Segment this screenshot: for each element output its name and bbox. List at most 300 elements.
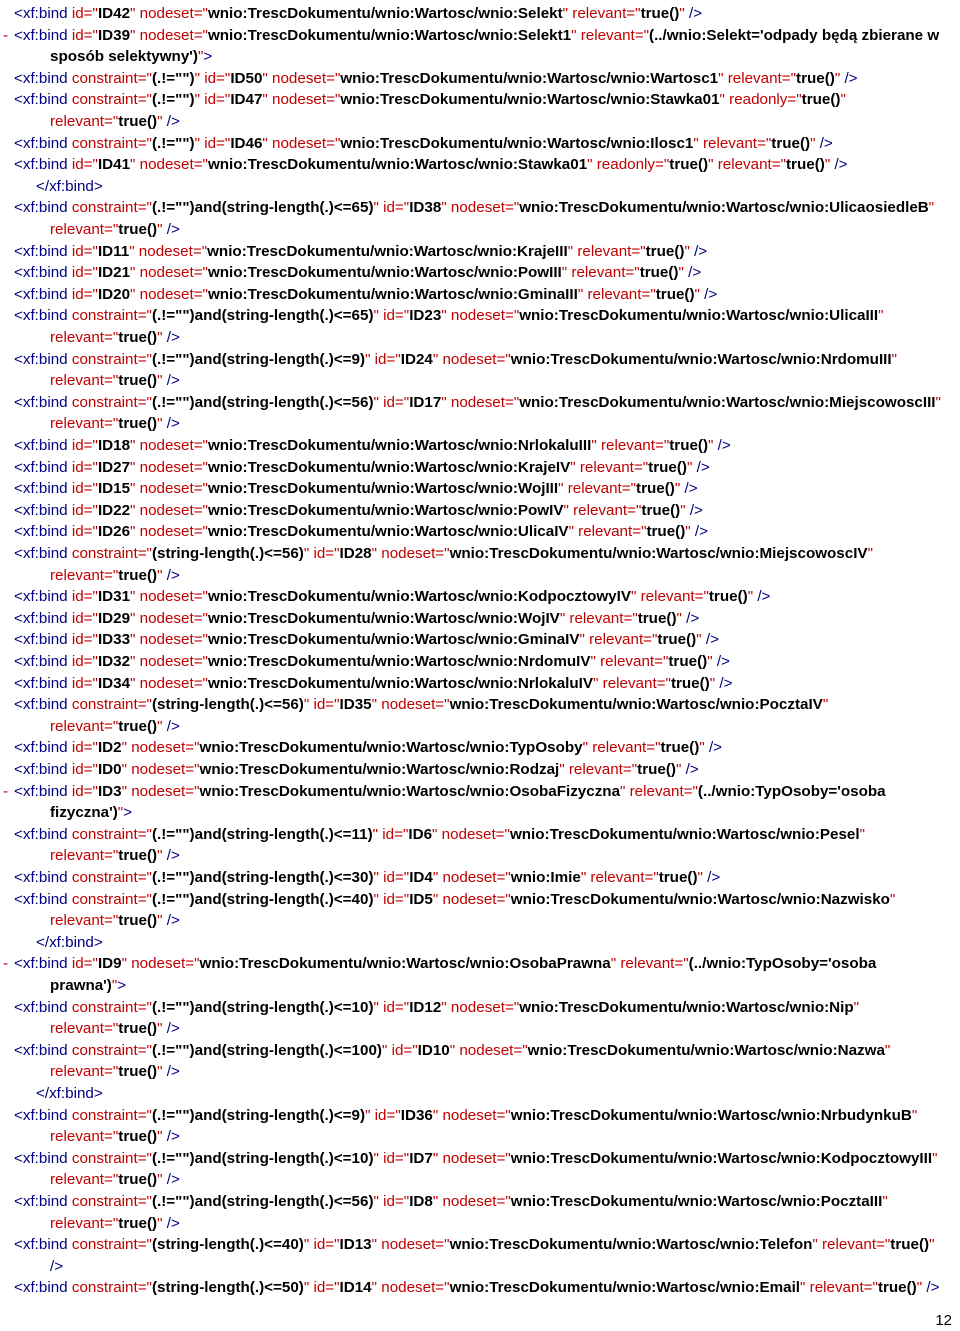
xml-attribute: " — [707, 653, 713, 670]
xml-value: (string-length(.)<=40) — [151, 1236, 304, 1254]
xml-value: (.!="")and(string-length(.)<=65) — [151, 199, 374, 217]
xml-value: wnio:TrescDokumentu/wnio:Wartosc/wnio:OsobaFizyczna — [199, 782, 621, 800]
xml-attribute: " — [935, 393, 941, 411]
xml-attribute: " nodeset=" — [121, 739, 200, 757]
collapse-marker[interactable]: - — [3, 782, 13, 800]
code-line-content — [14, 673, 732, 695]
xml-tag: <xf:bind — [14, 998, 72, 1016]
xml-attribute: " relevant=" — [577, 285, 656, 303]
xml-value: wnio:TrescDokumentu/wnio:Wartosc/wnio:NrlokaluIII — [207, 437, 592, 454]
xml-attribute: constraint=" — [71, 1106, 152, 1124]
xml-value: (.!="")and(string-length(.)<=11) — [151, 825, 373, 843]
xml-attribute: " — [928, 199, 935, 217]
xml-attribute: " nodeset=" — [130, 156, 208, 174]
xml-tag: /> — [684, 5, 703, 22]
xml-value: (string-length(.)<=56) — [151, 696, 304, 714]
xml-attribute: relevant=" — [50, 113, 119, 130]
xml-attribute: " nodeset=" — [130, 653, 208, 670]
code-line-content — [50, 565, 180, 587]
xml-value: true() — [801, 91, 841, 109]
xml-tag: /> — [683, 264, 702, 282]
xml-tag: <xf:bind — [14, 91, 72, 109]
xml-value: (.!="")and(string-length(.)<=56) — [151, 1193, 374, 1210]
xml-attribute: id=" — [71, 631, 98, 649]
xml-attribute: " — [859, 825, 865, 843]
code-line-content — [14, 889, 895, 911]
xml-attribute: " — [929, 1236, 935, 1254]
code-line-content — [14, 262, 701, 284]
xml-tag: > — [203, 48, 213, 66]
xml-value: true() — [669, 437, 709, 454]
xml-attribute: " — [911, 1106, 918, 1124]
code-line-content — [14, 1191, 888, 1213]
xml-attribute: id=" — [71, 156, 98, 174]
xml-attribute: constraint=" — [71, 199, 152, 217]
code-line-content — [50, 910, 180, 932]
xml-attribute: " — [932, 1149, 938, 1167]
xml-tag: /> — [162, 847, 180, 865]
code-line-content — [14, 241, 707, 263]
xml-value: wnio:TrescDokumentu/wnio:Wartosc/wnio:Stawka01 — [207, 156, 588, 174]
xml-attribute: " relevant=" — [593, 674, 671, 692]
xml-attribute: relevant=" — [50, 847, 119, 865]
xml-attribute: " — [157, 847, 163, 865]
xml-attribute: " — [157, 1214, 163, 1232]
xml-attribute: " nodeset=" — [262, 69, 341, 87]
xml-tag: /> — [699, 285, 718, 303]
xml-attribute: constraint=" — [71, 1279, 152, 1297]
xml-attribute: " relevant=" — [570, 458, 649, 476]
xml-attribute: id=" — [71, 285, 98, 303]
xml-value: wnio:TrescDokumentu/wnio:Wartosc/wnio:OsobaPrawna — [199, 955, 611, 973]
xml-tag: <xf:bind — [14, 890, 72, 908]
xml-attribute: id=" — [71, 739, 98, 757]
xml-attribute: " nodeset=" — [432, 1193, 511, 1210]
xml-attribute: " — [157, 329, 163, 346]
xml-value: ID22 — [97, 501, 131, 519]
xml-value: ID5 — [409, 890, 433, 908]
xml-attribute: " — [686, 458, 693, 476]
xml-tag: /> — [162, 566, 180, 584]
xml-value: (../wnio:TypOsoby='osoba — [688, 955, 877, 973]
code-line-content — [14, 68, 858, 90]
xml-tag: /> — [162, 415, 180, 433]
xml-attribute: " id=" — [373, 1149, 410, 1167]
code-line-content — [50, 370, 180, 392]
xml-attribute: " relevant=" — [693, 134, 772, 152]
xml-value: wnio:TrescDokumentu/wnio:Wartosc/wnio:GminaIII — [207, 285, 578, 303]
xml-attribute: relevant=" — [50, 329, 119, 346]
code-line-content — [14, 1148, 938, 1170]
code-line-content — [14, 89, 846, 111]
xml-attribute: " nodeset=" — [432, 825, 510, 843]
xml-value: wnio:TrescDokumentu/wnio:Wartosc/wnio:KodpocztowyIII — [510, 1149, 933, 1167]
xml-value: true() — [637, 761, 676, 778]
xml-tag: /> — [753, 588, 771, 606]
xml-value: true() — [670, 674, 710, 692]
code-line-content — [50, 802, 132, 824]
xml-value: true() — [118, 329, 158, 346]
xml-attribute: id=" — [71, 501, 98, 519]
xml-value: wnio:TrescDokumentu/wnio:Wartosc/wnio:Wartosc1 — [340, 69, 719, 87]
xml-value: (.!="")and(string-length(.)<=40) — [151, 890, 374, 908]
xml-attribute: constraint=" — [71, 134, 152, 152]
xml-value: true() — [636, 480, 675, 498]
xml-attribute: " — [916, 1279, 923, 1297]
code-line-content — [14, 1277, 939, 1299]
xml-attribute: id=" — [71, 458, 98, 476]
code-line-content — [14, 694, 828, 716]
xml-attribute: relevant=" — [50, 1171, 119, 1189]
xml-attribute: " relevant=" — [630, 588, 709, 606]
xml-attribute: " nodeset=" — [441, 307, 520, 325]
xml-value: wnio:TrescDokumentu/wnio:Wartosc/wnio:Telefon — [449, 1236, 813, 1254]
xml-attribute: relevant=" — [50, 415, 119, 433]
code-line-content — [14, 305, 884, 327]
xml-tag: <xf:bind — [14, 588, 72, 606]
xml-tag: <xf:bind — [14, 523, 72, 541]
xml-attribute: " nodeset=" — [130, 501, 208, 519]
xml-tag: <xf:bind — [14, 1149, 72, 1167]
xml-attribute: " nodeset=" — [441, 998, 520, 1016]
collapse-marker[interactable]: - — [3, 955, 13, 973]
xml-value: (../wnio:Selekt='odpady będą zbierane w — [649, 26, 940, 44]
xml-value: ID20 — [97, 285, 131, 303]
xml-value: wnio:Imie — [510, 869, 581, 886]
xml-attribute: id=" — [71, 761, 98, 778]
xml-value: ID27 — [97, 458, 131, 476]
xml-value: ID46 — [230, 134, 263, 152]
xml-attribute: relevant=" — [50, 717, 119, 735]
xml-attribute: " — [197, 48, 204, 66]
xml-value: true() — [645, 242, 685, 260]
code-line-content — [14, 500, 703, 522]
xml-value: ID3 — [97, 782, 122, 800]
xml-tag: /> — [685, 501, 703, 519]
xml-attribute: " nodeset=" — [130, 5, 208, 22]
xml-attribute: " nodeset=" — [441, 393, 520, 411]
xml-attribute: " — [891, 350, 898, 368]
xml-value: true() — [118, 1063, 158, 1081]
xml-attribute: " id=" — [373, 869, 410, 886]
xml-attribute: " relevant=" — [579, 631, 658, 649]
xml-attribute: " — [157, 1063, 163, 1081]
xml-tag: <xf:bind — [14, 674, 72, 692]
xml-attribute: constraint=" — [71, 69, 152, 87]
xml-value: ID35 — [339, 696, 372, 714]
xml-value: ID14 — [339, 1279, 372, 1297]
xml-value: (.!="") — [151, 91, 195, 109]
xml-value: wnio:TrescDokumentu/wnio:Wartosc/wnio:Nazwisko — [510, 890, 890, 908]
xml-value: (string-length(.)<=50) — [151, 1279, 304, 1297]
code-line-content — [50, 1061, 180, 1083]
xml-attribute: constraint=" — [71, 1236, 152, 1254]
xml-attribute: " id=" — [381, 1041, 418, 1059]
xml-value: true() — [118, 566, 158, 584]
xml-attribute: " id=" — [303, 1279, 340, 1297]
xml-attribute: " relevant=" — [582, 739, 661, 757]
xml-tag: <xf:bind — [14, 1106, 72, 1124]
xml-value: ID17 — [409, 393, 442, 411]
xml-value: ID31 — [97, 588, 131, 606]
xml-tag: <xf:bind — [14, 350, 72, 368]
xml-value: wnio:TrescDokumentu/wnio:Wartosc/wnio:Rodzaj — [199, 761, 560, 778]
xml-value: true() — [118, 847, 158, 865]
xml-tag: <xf:bind — [14, 545, 72, 562]
xml-value: wnio:TrescDokumentu/wnio:Wartosc/wnio:PowIII — [207, 264, 562, 282]
xml-value: true() — [877, 1279, 917, 1297]
xml-attribute: id=" — [71, 5, 98, 22]
xml-value: ID11 — [97, 242, 130, 260]
xml-tag: /> — [840, 69, 858, 87]
xml-tag: <xf:bind — [14, 134, 72, 152]
xml-attribute: constraint=" — [71, 1041, 152, 1059]
xml-tag: <xf:bind — [14, 199, 72, 217]
xml-value: ID34 — [97, 674, 131, 692]
xml-tag: > — [117, 977, 127, 994]
xml-value: wnio:TrescDokumentu/wnio:Wartosc/wnio:PocztaIV — [449, 696, 823, 714]
xml-value: ID50 — [230, 69, 263, 87]
code-line-content — [14, 867, 720, 889]
xml-tag: <xf:bind — [14, 69, 72, 87]
xml-tag: /> — [713, 437, 731, 454]
xml-value: (../wnio:TypOsoby='osoba — [697, 782, 886, 800]
xml-attribute: " — [878, 307, 884, 325]
xml-value: wnio:TrescDokumentu/wnio:Wartosc/wnio:Selekt — [207, 5, 563, 22]
xml-value: wnio:TrescDokumentu/wnio:Wartosc/wnio:NrlokaluIV — [207, 674, 594, 692]
xml-attribute: " — [708, 437, 714, 454]
xml-tag: <xf:bind — [14, 609, 72, 627]
code-line-content — [14, 457, 710, 479]
xml-value: true() — [669, 156, 709, 174]
xml-value: true() — [637, 609, 677, 627]
xml-value: prawna') — [50, 977, 112, 994]
xml-value: ID24 — [400, 350, 433, 368]
code-line-content — [14, 154, 848, 176]
xml-attribute: " nodeset=" — [121, 761, 200, 778]
code-line-content — [14, 543, 873, 565]
code-line-content — [14, 3, 702, 25]
code-line-content — [14, 759, 699, 781]
xml-attribute: relevant=" — [50, 1063, 119, 1081]
xml-value: true() — [118, 372, 158, 390]
xml-attribute: relevant=" — [50, 372, 119, 390]
xml-value: ID21 — [97, 264, 131, 282]
xml-tag: <xf:bind — [14, 393, 72, 411]
xml-attribute: " id=" — [194, 91, 231, 109]
xml-attribute: relevant=" — [50, 566, 119, 584]
xml-value: ID26 — [97, 523, 131, 541]
xml-value: wnio:TrescDokumentu/wnio:Wartosc/wnio:UlicaIII — [519, 307, 879, 325]
xml-attribute: " — [111, 977, 118, 994]
xml-value: ID18 — [97, 437, 131, 454]
xml-value: wnio:TrescDokumentu/wnio:Wartosc/wnio:MiejscowoscIV — [449, 545, 868, 562]
xml-tag: /> — [830, 156, 848, 174]
xml-attribute: " — [675, 761, 682, 778]
xml-tag: <xf:bind — [14, 955, 72, 973]
xml-tag: /> — [689, 242, 708, 260]
xml-attribute: id=" — [71, 653, 98, 670]
xml-value: true() — [118, 912, 158, 930]
xml-attribute: relevant=" — [50, 912, 119, 930]
code-line-content — [14, 133, 833, 155]
xml-attribute: " — [834, 69, 841, 87]
xml-tag: /> — [702, 869, 721, 886]
xml-value: true() — [668, 653, 708, 670]
xml-attribute: id=" — [71, 782, 98, 800]
xml-attribute: " nodeset=" — [130, 588, 208, 606]
xml-attribute: " nodeset=" — [130, 609, 208, 627]
xml-value: ID33 — [97, 631, 131, 649]
code-line-content — [50, 413, 180, 435]
xml-attribute: " — [867, 545, 873, 562]
xml-tag: /> — [815, 134, 833, 152]
code-line-content — [14, 197, 934, 219]
xml-value: (.!="") — [151, 69, 195, 87]
xml-attribute: " nodeset=" — [432, 1149, 511, 1167]
xml-tag: /> — [162, 1171, 180, 1189]
xml-attribute: " relevant=" — [562, 5, 641, 22]
code-line-content — [50, 219, 180, 241]
xml-attribute: constraint=" — [71, 890, 152, 908]
xml-attribute: " nodeset=" — [371, 696, 450, 714]
code-line-content — [50, 46, 212, 68]
code-line-content — [36, 176, 103, 198]
xml-attribute: " relevant=" — [610, 955, 689, 973]
xml-tag: /> — [162, 1063, 180, 1081]
xml-attribute: id=" — [71, 609, 98, 627]
xml-attribute: constraint=" — [71, 1149, 152, 1167]
xml-attribute: " relevant=" — [620, 782, 698, 800]
code-line-content — [14, 25, 939, 47]
xml-attribute: " relevant=" — [708, 156, 786, 174]
xml-value: wnio:TrescDokumentu/wnio:Wartosc/wnio:TypOsoby — [199, 739, 583, 757]
collapse-marker[interactable]: - — [3, 26, 13, 44]
xml-attribute: " relevant=" — [559, 761, 638, 778]
xml-attribute: " — [674, 480, 681, 498]
xml-tag: /> — [162, 372, 180, 390]
code-line-content — [14, 629, 719, 651]
xml-tag: /> — [712, 653, 730, 670]
xml-attribute: " nodeset=" — [262, 91, 341, 109]
xml-tag: /> — [50, 1257, 64, 1275]
xml-attribute: " — [676, 609, 682, 627]
xml-tag: /> — [162, 1128, 180, 1146]
xml-value: ID42 — [97, 5, 131, 22]
xml-tag: > — [123, 804, 133, 822]
xml-tag: <xf:bind — [14, 26, 72, 44]
xml-tag: /> — [162, 221, 180, 238]
code-line-content — [14, 1040, 890, 1062]
xml-value: (.!="")and(string-length(.)<=9) — [151, 350, 366, 368]
xml-value: true() — [118, 717, 158, 735]
xml-value: true() — [118, 113, 158, 130]
xml-value: ID7 — [409, 1149, 433, 1167]
xml-attribute: " id=" — [194, 134, 231, 152]
xml-attribute: " — [840, 91, 846, 109]
xml-attribute: " — [117, 804, 124, 822]
xml-value: true() — [786, 156, 825, 174]
xml-attribute: " nodeset=" — [441, 199, 520, 217]
xml-value: ID23 — [409, 307, 442, 325]
xml-value: wnio:TrescDokumentu/wnio:Wartosc/wnio:KodpocztowyIV — [207, 588, 631, 606]
code-line-content — [14, 737, 722, 759]
xml-value: wnio:TrescDokumentu/wnio:Wartosc/wnio:UlicaIV — [207, 523, 569, 541]
xml-value: (.!="")and(string-length(.)<=9) — [151, 1106, 366, 1124]
xml-attribute: constraint=" — [71, 998, 152, 1016]
xml-attribute: " nodeset=" — [432, 890, 511, 908]
xml-tag: <xf:bind — [14, 307, 72, 325]
code-line-content — [50, 716, 180, 738]
xml-tag: <xf:bind — [14, 285, 72, 303]
xml-tag: <xf:bind — [14, 156, 72, 174]
xml-value: true() — [646, 523, 686, 541]
xml-value: wnio:TrescDokumentu/wnio:Wartosc/wnio:NrbudynkuB — [510, 1106, 912, 1124]
code-line-content — [14, 521, 708, 543]
xml-attribute: " — [679, 5, 685, 22]
xml-attribute: " nodeset=" — [130, 674, 208, 692]
xml-value: (.!="")and(string-length(.)<=65) — [151, 307, 374, 325]
xml-value: (.!="")and(string-length(.)<=10) — [151, 1149, 374, 1167]
xml-attribute: " — [157, 113, 163, 130]
xml-attribute: id=" — [71, 26, 98, 44]
xml-attribute: " nodeset=" — [130, 264, 208, 282]
xml-attribute: " readonly=" — [719, 91, 802, 109]
xml-attribute: id=" — [71, 588, 98, 606]
xml-value: (.!="")and(string-length(.)<=30) — [151, 869, 374, 886]
xml-tag: <xf:bind — [14, 5, 72, 22]
xml-value: ID47 — [230, 91, 263, 109]
code-line-content — [50, 1126, 180, 1148]
xml-attribute: " id=" — [303, 696, 340, 714]
xml-tag: /> — [162, 113, 180, 130]
xml-attribute: " — [889, 890, 896, 908]
xml-attribute: relevant=" — [50, 221, 119, 238]
xml-attribute: " relevant=" — [718, 69, 797, 87]
xml-value: true() — [658, 869, 698, 886]
xml-tag: /> — [692, 458, 710, 476]
xml-tag: /> — [681, 761, 699, 778]
code-line-content — [50, 1256, 63, 1278]
xml-attribute: " — [853, 998, 860, 1016]
xml-value: sposób selektywny') — [50, 48, 198, 66]
xml-value: true() — [890, 1236, 930, 1254]
xml-value: true() — [118, 221, 158, 238]
xml-attribute: id=" — [71, 242, 98, 260]
xml-attribute: " relevant=" — [563, 501, 642, 519]
xml-tag: <xf:bind — [14, 1041, 72, 1059]
xml-value: ID32 — [97, 653, 131, 670]
xml-value: true() — [118, 415, 158, 433]
xml-attribute: " — [157, 221, 163, 238]
xml-tag: /> — [162, 1020, 180, 1038]
xml-attribute: " id=" — [373, 393, 410, 411]
xml-tag: <xf:bind — [14, 869, 72, 886]
xml-attribute: " — [882, 1193, 888, 1210]
xml-value: wnio:TrescDokumentu/wnio:Wartosc/wnio:Nip — [519, 998, 854, 1016]
xml-attribute: " — [810, 134, 816, 152]
xml-tag: <xf:bind — [14, 501, 72, 519]
xml-value: wnio:TrescDokumentu/wnio:Wartosc/wnio:PocztaIII — [510, 1193, 883, 1210]
xml-attribute: id=" — [71, 955, 98, 973]
xml-attribute: " relevant=" — [800, 1279, 878, 1297]
xml-attribute: " nodeset=" — [130, 285, 208, 303]
xml-value: wnio:TrescDokumentu/wnio:Wartosc/wnio:MiejscowoscIII — [519, 393, 936, 411]
xml-tag: /> — [704, 739, 723, 757]
xml-attribute: " id=" — [373, 307, 410, 325]
code-line-content — [14, 1105, 917, 1127]
page-number: 12 — [935, 1312, 952, 1329]
